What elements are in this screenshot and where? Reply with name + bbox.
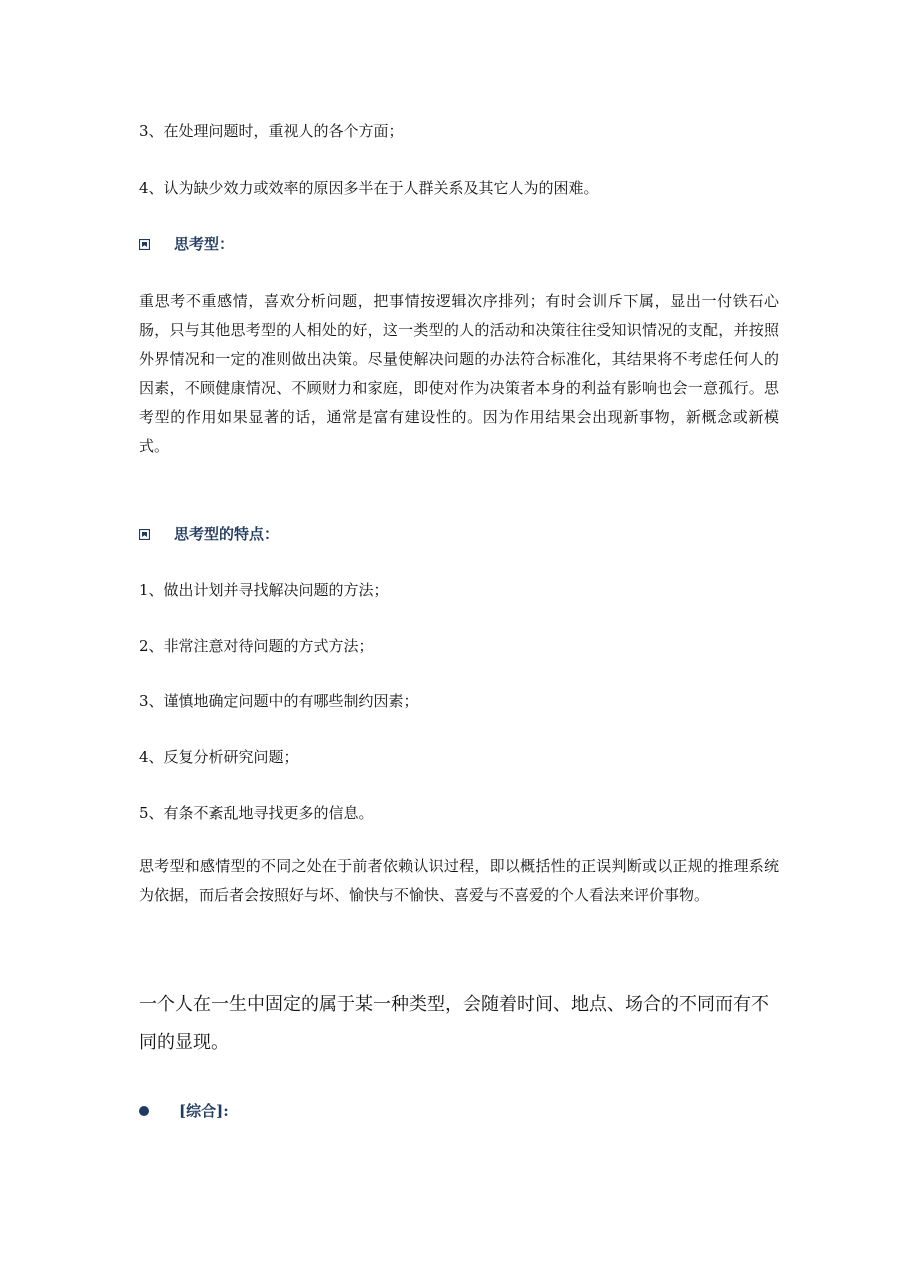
big-statement: 一个人在一生中固定的属于某一种类型，会随着时间、地点、场合的不同而有不同的显现。 [139,994,769,1053]
line-item-3: 3、在处理问题时，重视人的各个方面； [139,122,404,140]
trait-item: 1、做出计划并寻找解决问题的方法； [139,581,389,599]
para-compare: 思考型和感情型的不同之处在于前者依赖认识过程，即以概括性的正误判断或以正规的推理系统为依据，而后者会按照好与坏、愉快与不愉快、喜爱与不喜爱的个人看法来评价事物。 [139,857,779,904]
bullet-dot-icon [139,1106,149,1116]
heading-thinking-label: 思考型： [174,235,235,253]
trait-item: 5、有条不紊乱地寻找更多的信息。 [139,804,374,822]
trait-item: 2、非常注意对待问题的方式方法； [139,637,374,655]
bullet-summary-label: [综合]: [179,1102,229,1120]
line-item-4: 4、认为缺少效力或效率的原因多半在于人群关系及其它人为的困难。 [139,179,599,197]
heading-traits [139,524,279,544]
trait-item: 4、反复分析研究问题； [139,748,299,766]
heading-thinking [139,234,234,254]
para-thinking: 重思考不重感情，喜欢分析问题，把事情按逻辑次序排列；有时会训斥下属，显出一付铁石心肠，只与其他思考型的人相处的好，这一类型的人的活动和决策往往受知识情况的支配，并按照外界情况和一定的准则做出决策。尽量使解决问题的办法符合标准化，其结果将不考虑任何人的因素，不顾健康情况、不顾财力和家庭，即使对作为决策者本身的利益有影响也会一意孤行。思考型的作用如果显著的话，通常是富有建设性的。因为作用结果会出现新事物，新概念或新模式。 [139,292,779,455]
bullet-summary [139,1101,229,1121]
bookmark-icon [139,239,150,250]
bookmark-icon [139,529,150,540]
trait-item: 3、谨慎地确定问题中的有哪些制约因素； [139,692,419,710]
heading-traits-label: 思考型的特点： [174,525,280,543]
